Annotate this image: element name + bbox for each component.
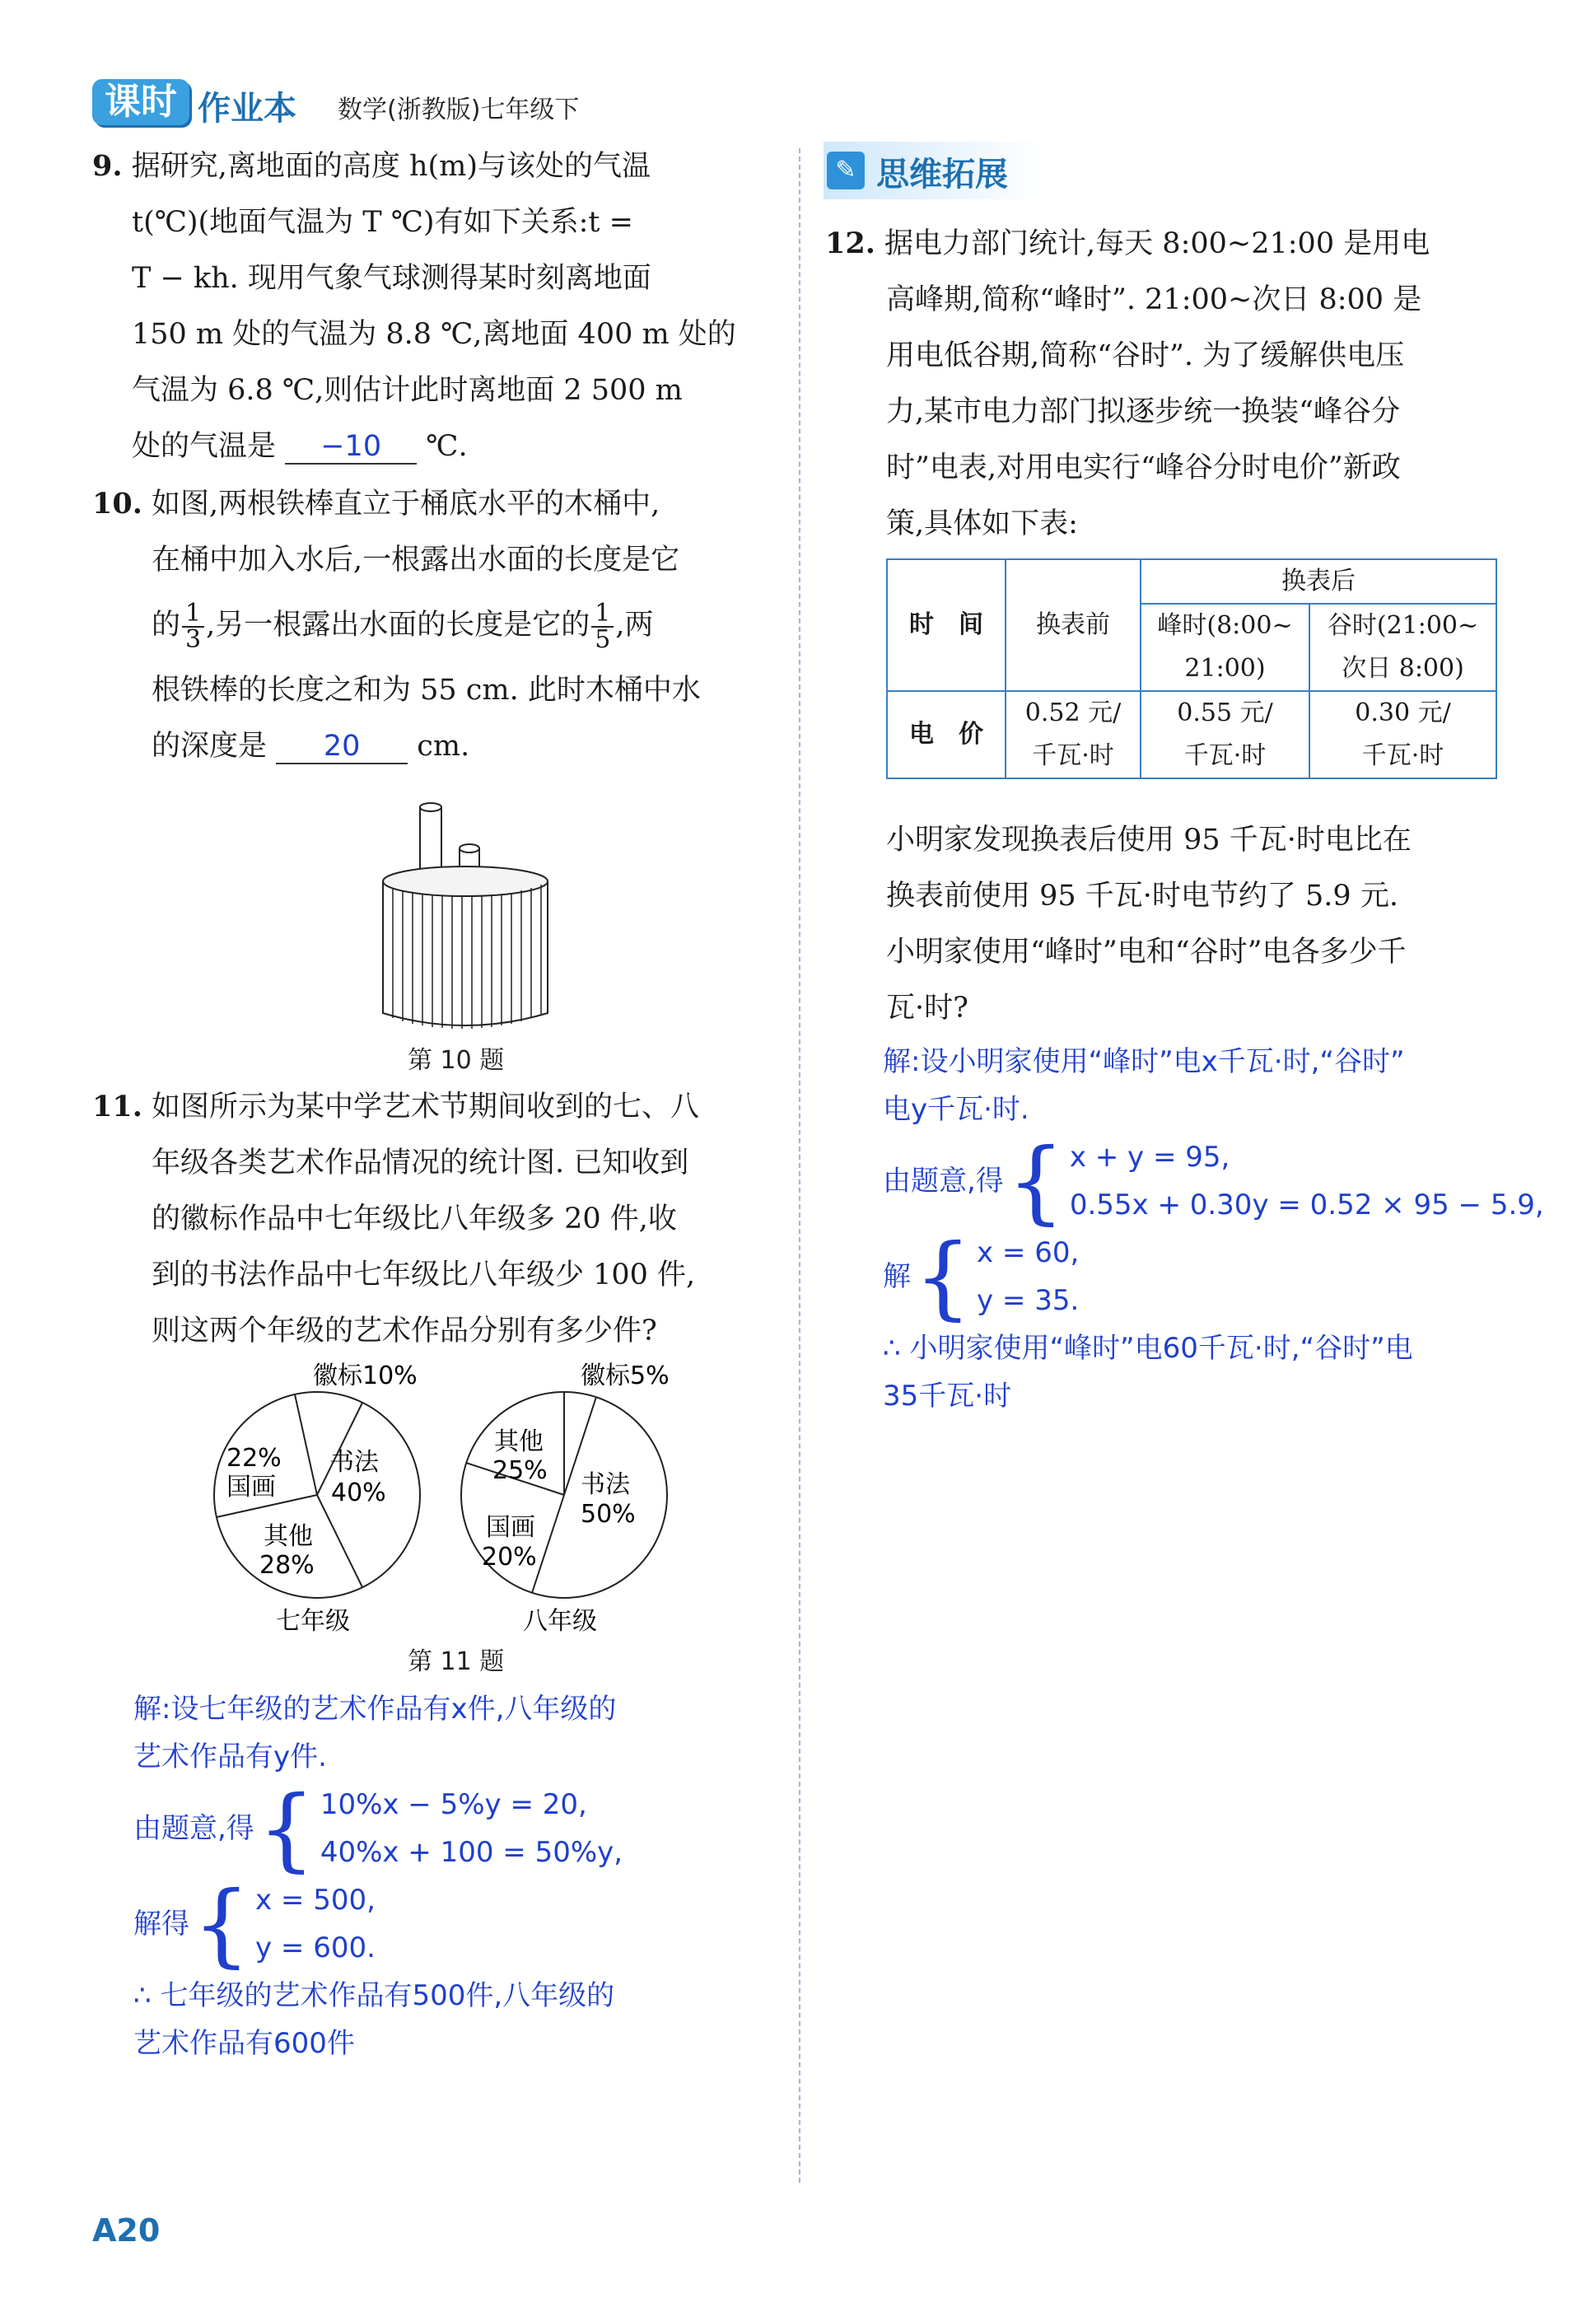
q10-fraction-1: $\frac{1}{3}$ <box>182 601 204 652</box>
q11-conclusion-2: 艺术作品有600件 <box>133 2027 355 2060</box>
pie-seventh-grade <box>214 1362 420 1636</box>
q12-line-5: 时”电表,对用电实行“峰谷分时电价”新政 <box>886 451 1401 484</box>
q12-line-4: 力,某市电力部门拟逐步统一换装“峰谷分 <box>886 395 1401 428</box>
pie7-pct-other: 28% <box>259 1551 315 1580</box>
q12-conclusion-1: ∴ 小明家使用“峰时”电60千瓦·时,“谷时”电 <box>883 1332 1413 1365</box>
table-after-header: 换表后 <box>1141 559 1496 604</box>
q11-sol-solve: 解得 <box>133 1908 189 1941</box>
q11-line-2: 年级各类艺术作品情况的统计图. 已知收到 <box>152 1147 689 1179</box>
q12-brace-2: { <box>914 1224 972 1329</box>
question-9 <box>92 138 776 474</box>
q9-answer-blank: −10 <box>285 430 417 465</box>
q12-result-1: x = 60, <box>977 1236 1080 1269</box>
extension-title: 思维拓展 <box>876 156 1008 194</box>
q11-equation-2: 40%x + 100 = 50%y, <box>320 1836 623 1869</box>
q12-sol-setup: 由题意,得 <box>883 1165 1004 1198</box>
pie7-label-painting: 国画 <box>226 1473 276 1502</box>
pie8-label-calligraphy: 书法 <box>581 1470 630 1499</box>
q10-line-1: 如图,两根铁棒直立于桶底水平的木桶中, <box>152 488 660 521</box>
q9-number: 9. <box>92 149 123 183</box>
q12-line-3: 用电低谷期,简称“谷时”. 为了缓解供电压 <box>886 339 1405 372</box>
q11-result-2: y = 600. <box>255 1931 376 1964</box>
question-10 <box>92 476 776 774</box>
q12-sol-line-2: 电y千瓦·时. <box>883 1093 1029 1126</box>
q12-brace-1: { <box>1006 1128 1065 1234</box>
page-number: A20 <box>92 2212 161 2249</box>
q10-line-4: 根铁棒的长度之和为 55 cm. 此时木桶中水 <box>152 674 701 707</box>
pencil-icon: ✎ <box>827 152 865 189</box>
tariff-table <box>886 558 1497 779</box>
pie8-label-logo: 徽标5% <box>581 1362 670 1390</box>
q10-line-3c: ,两 <box>615 609 654 642</box>
table-before-header: 换表前 <box>1006 559 1141 691</box>
q12-sol-line-1: 解:设小明家使用“峰时”电x千瓦·时,“谷时” <box>883 1045 1405 1078</box>
q9-last-prefix: 处的气温是 <box>132 430 277 463</box>
pie7-pct-calligraphy: 40% <box>331 1478 386 1507</box>
pie7-pct-painting: 22% <box>226 1444 282 1473</box>
pie7-label-calligraphy: 书法 <box>329 1448 379 1477</box>
q12-conclusion-2: 35千瓦·时 <box>883 1380 1012 1413</box>
book-subject: 数学(浙教版)七年级下 <box>338 96 580 124</box>
q10-number: 10. <box>92 487 142 521</box>
q11-line-1: 如图所示为某中学艺术节期间收到的七、八 <box>152 1091 700 1123</box>
q10-line-2: 在桶中加入水后,一根露出水面的长度是它 <box>152 544 680 577</box>
q9-last-suffix: ℃. <box>426 430 468 463</box>
table-time-header: 时 间 <box>887 559 1006 691</box>
q12-line-2: 高峰期,简称“峰时”. 21:00~次日 8:00 是 <box>886 283 1422 316</box>
q12-solution <box>883 1038 1583 1420</box>
pie8-pct-calligraphy: 50% <box>581 1500 636 1529</box>
q11-solution <box>133 1685 784 2067</box>
q12-line-1: 据电力部门统计,每天 8:00~21:00 是用电 <box>884 227 1430 260</box>
q10-caption: 第 10 题 <box>408 1046 505 1075</box>
table-price-before: 0.52 元/ 千瓦·时 <box>1006 691 1141 778</box>
pie7-label-logo: 徽标10% <box>313 1362 418 1390</box>
q12-equation-2: 0.55x + 0.30y = 0.52 × 95 − 5.9, <box>1069 1189 1544 1221</box>
table-price-peak: 0.55 元/ 千瓦·时 <box>1141 691 1309 778</box>
q12-after-line-4: 瓦·时? <box>886 992 968 1025</box>
q10-line-3a: 的 <box>152 609 181 642</box>
table-peak-cell: 峰时(8:00~ 21:00) <box>1141 604 1309 691</box>
pie8-pct-other: 25% <box>492 1456 548 1485</box>
q12-after-line-1: 小明家发现换表后使用 95 千瓦·时电比在 <box>886 824 1412 857</box>
q10-line-3b: ,另一根露出水面的长度是它的 <box>206 609 590 642</box>
q12-line-6: 策,具体如下表: <box>886 507 1078 540</box>
q12-number: 12. <box>825 227 875 260</box>
pie8-name: 八年级 <box>523 1607 597 1636</box>
pie-eighth-grade <box>461 1362 670 1636</box>
q9-line-2: t(℃)(地面气温为 T ℃)有如下关系:t = <box>132 206 633 239</box>
q11-line-5: 则这两个年级的艺术作品分别有多少件? <box>152 1315 657 1348</box>
q12-after-line-2: 换表前使用 95 千瓦·时电节约了 5.9 元. <box>886 880 1398 913</box>
table-valley-cell: 谷时(21:00~ 次日 8:00) <box>1309 604 1496 691</box>
q11-sol-line-2: 艺术作品有y件. <box>133 1740 327 1773</box>
column-divider <box>799 148 800 2183</box>
q11-sol-setup: 由题意,得 <box>133 1812 254 1845</box>
pie7-name: 七年级 <box>276 1607 350 1636</box>
q11-line-4: 到的书法作品中七年级比八年级少 100 件, <box>152 1259 696 1291</box>
q10-line-5-prefix: 的深度是 <box>152 730 268 763</box>
q12-result-2: y = 35. <box>977 1284 1080 1317</box>
q11-equation-1: 10%x − 5%y = 20, <box>320 1788 587 1821</box>
q9-line-4: 150 m 处的气温为 8.8 ℃,离地面 400 m 处的 <box>132 318 736 351</box>
q11-brace-1: { <box>257 1776 315 1881</box>
q9-line-1: 据研究,离地面的高度 h(m)与该处的气温 <box>131 150 651 183</box>
q11-number: 11. <box>92 1090 142 1123</box>
q11-conclusion-1: ∴ 七年级的艺术作品有500件,八年级的 <box>133 1979 615 2012</box>
q11-sol-line-1: 解:设七年级的艺术作品有x件,八年级的 <box>133 1693 617 1726</box>
q12-sol-solve: 解 <box>883 1260 911 1293</box>
question-11 <box>92 1079 776 1359</box>
q10-answer-blank: 20 <box>276 730 408 764</box>
pie-charts <box>206 1359 716 1639</box>
q11-brace-2: { <box>193 1871 250 1977</box>
q10-fraction-2: $\frac{1}{5}$ <box>591 601 614 652</box>
q11-line-3: 的徽标作品中七年级比八年级多 20 件,收 <box>152 1203 677 1235</box>
pie7-label-other: 其他 <box>264 1522 313 1551</box>
q12-after-line-3: 小明家使用“峰时”电和“谷时”电各多少千 <box>886 936 1407 969</box>
pie8-label-other: 其他 <box>494 1427 544 1456</box>
question-12 <box>825 216 1558 552</box>
q9-line-5: 气温为 6.8 ℃,则估计此时离地面 2 500 m <box>132 374 683 407</box>
question-12-continued <box>825 812 1558 1036</box>
q12-equation-1: x + y = 95, <box>1069 1141 1230 1174</box>
q11-result-1: x = 500, <box>255 1884 376 1917</box>
book-title: 作业本 <box>198 90 296 128</box>
book-logo: 课时 <box>92 79 189 125</box>
q9-line-3: T − kh. 现用气象气球测得某时刻离地面 <box>132 262 651 295</box>
table-price-header: 电 价 <box>887 691 1006 778</box>
q11-caption: 第 11 题 <box>408 1647 505 1676</box>
table-price-valley: 0.30 元/ 千瓦·时 <box>1309 691 1496 778</box>
pie8-pct-painting: 20% <box>482 1543 537 1572</box>
q10-line-5-suffix: cm. <box>417 730 470 763</box>
barrel-figure <box>362 791 568 1038</box>
pie8-label-painting: 国画 <box>486 1513 535 1542</box>
